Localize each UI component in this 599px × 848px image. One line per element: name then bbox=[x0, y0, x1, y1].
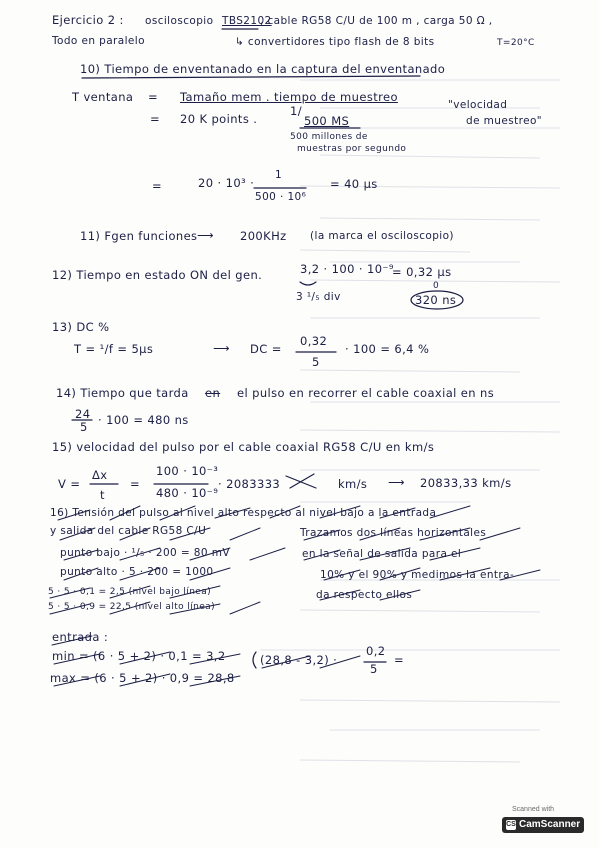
q15-v: V = bbox=[58, 477, 81, 491]
q10-velocity-1: "velocidad bbox=[448, 99, 508, 111]
q16-left-3: 5 · 5 · 0,1 = 2,5 (nivel bajo línea) bbox=[48, 587, 212, 597]
watermark-brand: CamScanner bbox=[519, 819, 581, 830]
q16-calc: (28,8 - 3,2) · bbox=[260, 653, 338, 667]
q12-zero-mark: 0 bbox=[433, 281, 440, 291]
q11-value: 200KHz bbox=[240, 229, 287, 243]
q16-left-1: punto bajo · ¹/₅ · 200 = 80 mV bbox=[60, 547, 230, 559]
q10-expr-3: 20 · 10³ · bbox=[198, 176, 255, 190]
header-model: TBS2102 bbox=[222, 15, 272, 27]
q14-result: · 100 = 480 ns bbox=[98, 413, 189, 427]
q15-result: 20833,33 km/s bbox=[420, 476, 512, 490]
q16-right-1: Trazamos dos líneas horizontales bbox=[300, 527, 487, 539]
header-temperature: T=20°C bbox=[497, 38, 535, 48]
q14-crossed-word: en bbox=[205, 386, 221, 400]
q10-title: 10) Tiempo de enventanado en la captura del enventanado bbox=[80, 62, 446, 76]
exercise-heading: Ejercicio 2 : bbox=[52, 13, 124, 27]
q10-equals-2: = bbox=[150, 112, 161, 126]
q16-left-4: 5 · 5 · 0,9 = 22,5 (nivel alto línea) bbox=[48, 602, 216, 612]
header-cable-spec: , cable RG58 C/U de 100 m , carga 50 Ω , bbox=[260, 15, 493, 27]
q15-equals: = bbox=[130, 477, 141, 491]
q10-frac3-den: 500 · 10⁶ bbox=[255, 191, 307, 203]
q16-min: min = (6 · 5 + 2) · 0,1 = 3,2 bbox=[52, 649, 226, 663]
q16-entrada: entrada : bbox=[52, 630, 109, 644]
q11-arrow: ⟶ bbox=[197, 228, 214, 242]
q10-points: 20 K points . bbox=[180, 112, 258, 126]
q14-rest: el pulso en recorrer el cable coaxial en ns bbox=[237, 386, 495, 400]
q10-note-1: 500 millones de bbox=[290, 132, 368, 142]
camscanner-logo-icon: CS bbox=[506, 821, 516, 828]
q10-label: T ventana bbox=[72, 90, 134, 104]
q13-numerator: 0,32 bbox=[300, 334, 328, 348]
q13-dc-label: DC = bbox=[250, 342, 282, 356]
q16-title-1: 16) Tensión del pulso al nivel alto respecto al nivel bajo a la entrada bbox=[50, 507, 437, 519]
q10-result: = 40 µs bbox=[330, 177, 378, 191]
q15-intermediate: · 2083333 bbox=[218, 477, 281, 491]
watermark-scanned-text: Scanned with bbox=[512, 806, 555, 813]
q15-arrow: ⟶ bbox=[388, 475, 405, 489]
q11-title: 11) Fgen funciones bbox=[80, 229, 198, 243]
q10-expression-1: Tamaño mem . tiempo de muestreo bbox=[180, 90, 398, 104]
q10-fraction-den: 500 MS bbox=[304, 114, 350, 128]
q10-equals-1: = bbox=[148, 90, 159, 104]
q16-right-2: en la señal de salida para el bbox=[302, 548, 462, 560]
q16-left-2: punto alto · 5 · 200 = 1000 bbox=[60, 566, 214, 578]
q16-right-3: 10% y el 90% y medimos la entra- bbox=[320, 569, 515, 581]
q12-boxed-result: 320 ns bbox=[415, 293, 457, 307]
q16-frac-den: 5 bbox=[370, 662, 378, 676]
q10-equals-3: = bbox=[152, 179, 163, 193]
q16-frac-equals: = bbox=[394, 653, 405, 667]
q13-period: T = ¹/f = 5µs bbox=[74, 342, 154, 356]
q10-frac3-num: 1 bbox=[275, 169, 283, 181]
q12-result: = 0,32 µs bbox=[392, 265, 452, 279]
q12-numerator: 3,2 · 100 · 10⁻⁹ bbox=[300, 262, 394, 276]
q13-result: · 100 = 6,4 % bbox=[345, 342, 430, 356]
q14-denominator: 5 bbox=[80, 420, 88, 434]
header-osciloscopio: osciloscopio bbox=[145, 15, 214, 27]
q15-dx: Δx bbox=[92, 468, 108, 482]
q15-title: 15) velocidad del pulso por el cable coaxial RG58 C/U en km/s bbox=[52, 440, 435, 454]
q13-arrow: ⟶ bbox=[213, 341, 230, 355]
q10-note-2: muestras por segundo bbox=[297, 144, 407, 154]
q12-title: 12) Tiempo en estado ON del gen. bbox=[52, 268, 263, 282]
q13-denominator: 5 bbox=[312, 355, 320, 369]
camscanner-watermark bbox=[502, 806, 584, 836]
header-parallel: Todo en paralelo bbox=[52, 35, 145, 47]
q15-denominator: 480 · 10⁻⁹ bbox=[156, 486, 219, 500]
q16-title-2: y salida del cable RG58 C/U bbox=[50, 525, 207, 537]
q15-dt: t bbox=[100, 488, 105, 502]
q10-velocity-2: de muestreo" bbox=[466, 115, 542, 127]
q15-units: km/s bbox=[338, 477, 368, 491]
q16-frac-num: 0,2 bbox=[366, 644, 386, 658]
q16-max: max = (6 · 5 + 2) · 0,9 = 28,8 bbox=[50, 671, 235, 685]
q12-divisions: 3 ¹/₅ div bbox=[296, 291, 341, 303]
header-converters: ↳ convertidores tipo flash de 8 bits bbox=[235, 36, 435, 48]
q10-fraction-num: 1/ bbox=[290, 104, 302, 118]
watermark-badge bbox=[502, 817, 584, 833]
q14-numerator: 24 bbox=[75, 407, 91, 421]
q14-title: 14) Tiempo que tarda bbox=[56, 386, 189, 400]
q15-numerator: 100 · 10⁻³ bbox=[156, 464, 219, 478]
q16-right-4: da respecto ellos bbox=[316, 589, 413, 601]
q13-title: 13) DC % bbox=[52, 320, 110, 334]
q11-note: (la marca el osciloscopio) bbox=[310, 230, 454, 242]
